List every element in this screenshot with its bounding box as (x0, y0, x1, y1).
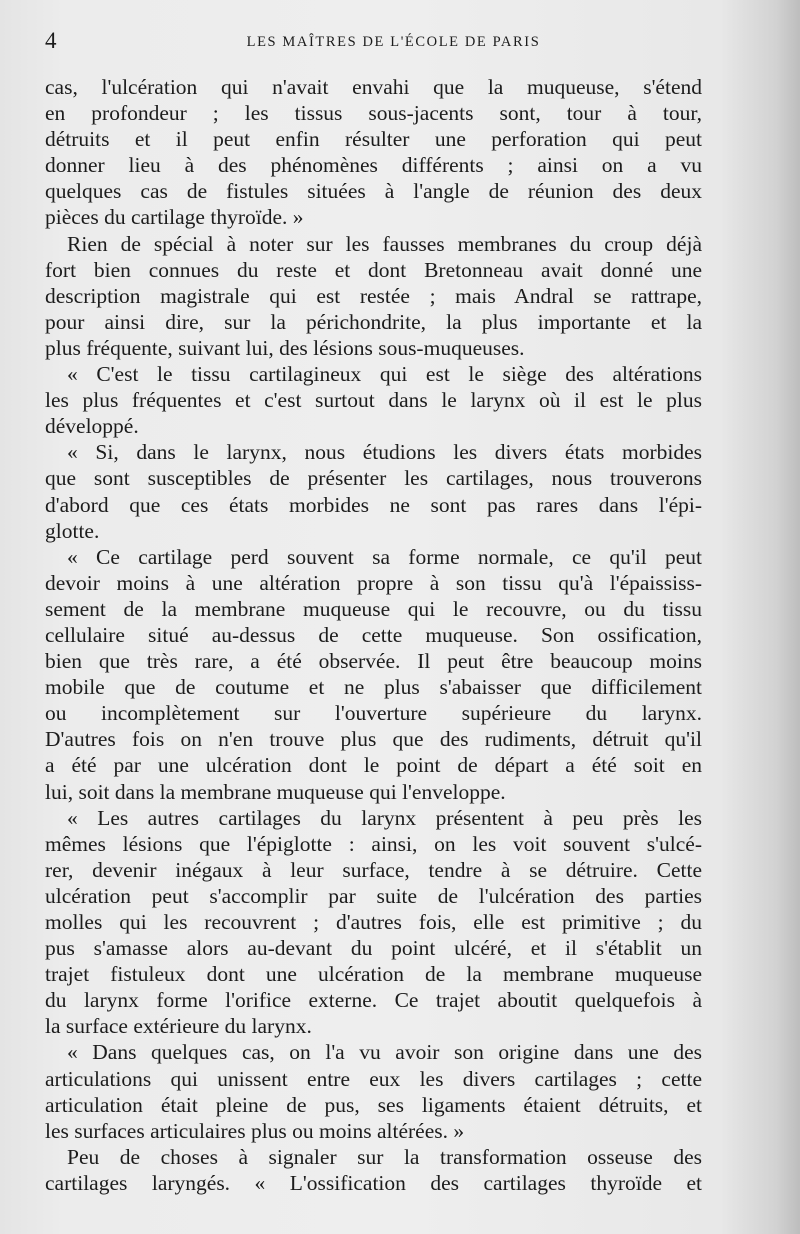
text-line: D'autres fois on n'en trouve plus que des rudiments, détruit qu'il (45, 727, 702, 752)
running-title: LES MAÎTRES DE L'ÉCOLE DE PARIS (246, 34, 541, 50)
text-line: Rien de spécial à noter sur les fausses membranes du croup déjà (67, 231, 702, 256)
text-line: ou incomplètement sur l'ouverture supérieure du larynx. (45, 701, 702, 726)
text-line: développé. (45, 414, 139, 439)
text-line: plus fréquente, suivant lui, des lésions sous-muqueuses. (45, 335, 525, 360)
text-line: description magistrale qui est restée ; mais Andral se rattrape, (45, 283, 702, 308)
text-line: articulations qui unissent entre eux les divers cartilages ; cette (45, 1066, 702, 1091)
text-line: du larynx forme l'orifice externe. Ce trajet aboutit quelquefois à (45, 988, 702, 1013)
text-line: devoir moins à une altération propre à son tissu qu'à l'épaississ- (45, 570, 702, 595)
text-line: cas, l'ulcération qui n'avait envahi que la muqueuse, s'étend (45, 75, 702, 99)
text-line: « Ce cartilage perd souvent sa forme normale, ce qu'il peut (67, 544, 702, 569)
text-line: Peu de choses à signaler sur la transformation osseuse des (67, 1144, 702, 1169)
text-line: ulcération peut s'accomplir par suite de l'ulcération des parties (45, 883, 702, 908)
text-line: détruits et il peut enfin résulter une perforation qui peut (45, 127, 702, 152)
text-line: que sont susceptibles de présenter les cartilages, nous trouverons (45, 466, 702, 491)
text-line: mobile que de coutume et ne plus s'abaisser que difficilement (45, 675, 702, 700)
text-line: donner lieu à des phénomènes différents ; ainsi on a vu (45, 153, 702, 178)
text-line: « Si, dans le larynx, nous étudions les divers états morbides (67, 440, 702, 465)
text-line: « Dans quelques cas, on l'a vu avoir son origine dans une des (67, 1040, 702, 1065)
text-line: lui, soit dans la membrane muqueuse qui l'enveloppe. (45, 779, 506, 804)
text-line: molles qui les recouvrent ; d'autres fois, elle est primitive ; du (45, 910, 702, 934)
text-line: en profondeur ; les tissus sous-jacents sont, tour à tour, (45, 101, 702, 126)
text-line: les surfaces articulaires plus ou moins altérées. » (45, 1118, 465, 1143)
text-line: pièces du cartilage thyroïde. » (45, 205, 304, 230)
text-line: glotte. (45, 518, 100, 543)
page-header (45, 28, 702, 56)
text-line: fort bien connues du reste et dont Bretonneau avait donné une (45, 257, 702, 282)
text-line: pus s'amasse alors au-devant du point ulcéré, et il s'établit un (45, 936, 702, 961)
text-line: la surface extérieure du larynx. (45, 1014, 312, 1039)
text-line: d'abord que ces états morbides ne sont pas rares dans l'épi- (45, 492, 702, 517)
text-line: pour ainsi dire, sur la périchondrite, la plus importante et la (45, 309, 702, 334)
page-number: 4 (45, 28, 57, 53)
text-line: cellulaire situé au-dessus de cette muqueuse. Son ossification, (45, 622, 702, 647)
text-line: rer, devenir inégaux à leur surface, tendre à se détruire. Cette (45, 857, 702, 882)
text-line: « Les autres cartilages du larynx présentent à peu près les (67, 805, 702, 830)
body-text (45, 74, 702, 1196)
text-line: mêmes lésions que l'épiglotte : ainsi, on les voit souvent s'ulcé- (45, 831, 702, 856)
text-line: cartilages laryngés. « L'ossification des cartilages thyroïde et (45, 1170, 702, 1195)
text-line: quelques cas de fistules situées à l'angle de réunion des deux (45, 179, 702, 204)
text-line: trajet fistuleux dont une ulcération de la membrane muqueuse (45, 962, 702, 987)
text-line: « C'est le tissu cartilagineux qui est le siège des altérations (67, 362, 702, 387)
text-line: articulation était pleine de pus, ses ligaments étaient détruits, et (45, 1092, 702, 1117)
text-line: bien que très rare, a été observée. Il peut être beaucoup moins (45, 649, 702, 674)
text-line: sement de la membrane muqueuse qui le recouvre, ou du tissu (45, 596, 702, 621)
text-line: a été par une ulcération dont le point de départ a été soit en (45, 753, 702, 778)
text-line: les plus fréquentes et c'est surtout dans le larynx où il est le plus (45, 388, 702, 413)
